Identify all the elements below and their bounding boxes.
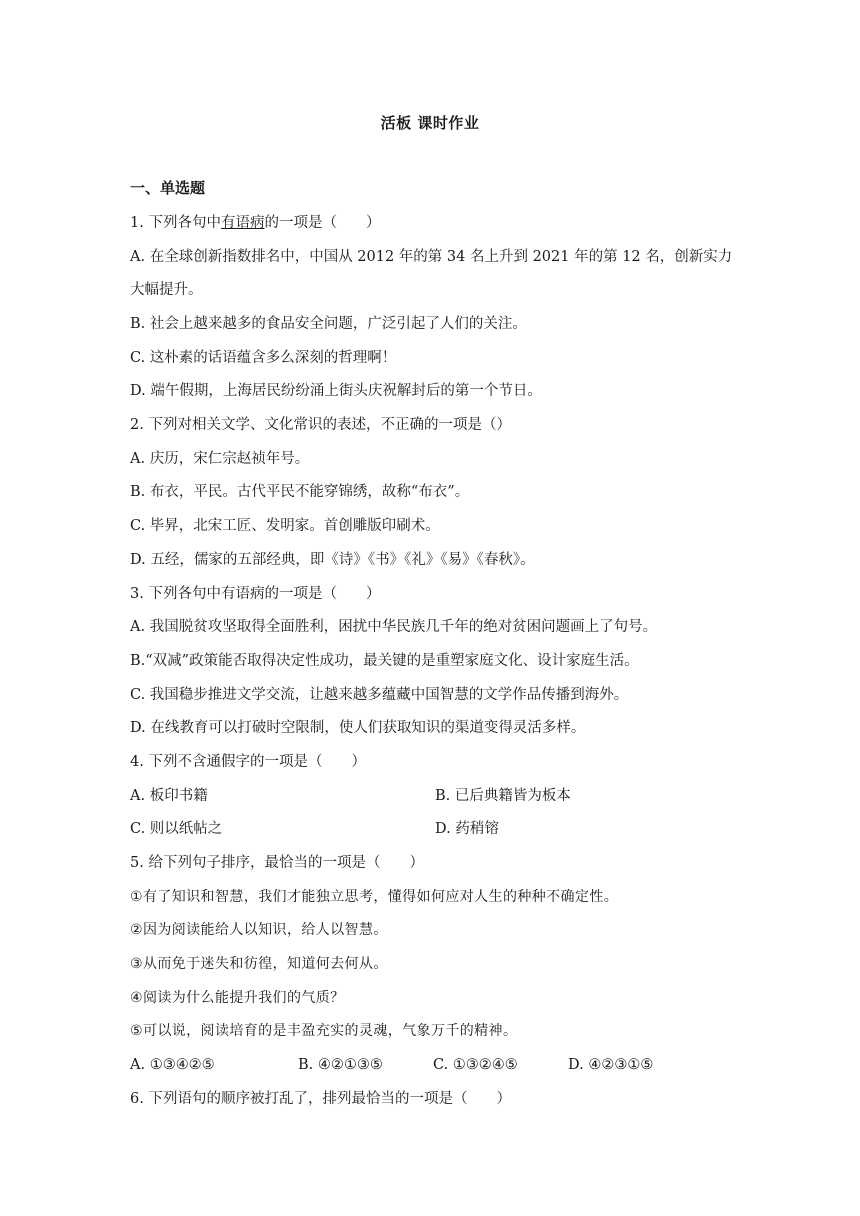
question-2-option-d: D. 五经，儒家的五部经典，即《诗》《书》《礼》《易》《春秋》。 <box>130 552 535 568</box>
question-5-stem: 5. 给下列句子排序，最恰当的一项是（ ） <box>130 855 424 871</box>
question-5-option-c: C. ①③②④⑤ <box>433 1057 518 1073</box>
question-2-option-b: B. 布衣，平民。古代平民不能穿锦绣，故称“布衣”。 <box>130 484 470 500</box>
question-4-option-a: A. 板印书籍 <box>130 788 208 804</box>
question-2-option-a: A. 庆历，宋仁宗赵祯年号。 <box>130 451 310 467</box>
question-3-option-c: C. 我国稳步推进文学交流，让越来越多蕴藏中国智慧的文学作品传播到海外。 <box>130 687 629 703</box>
question-3-option-d: D. 在线教育可以打破时空限制，使人们获取知识的渠道变得灵活多样。 <box>130 720 586 736</box>
question-1-stem-post: 的一项是（ ） <box>264 215 381 231</box>
question-4-option-d: D. 药稍镕 <box>435 821 499 837</box>
question-4-option-c: C. 则以纸帖之 <box>130 821 223 837</box>
question-1-option-a: A. 在全球创新指数排名中，中国从 2012 年的第 34 名上升到 2021 年的第 12 名，创新实力 <box>130 249 733 265</box>
question-1-option-a-cont: 大幅提升。 <box>130 282 203 298</box>
question-5-sentence-4: ④阅读为什么能提升我们的气质？ <box>130 990 345 1006</box>
question-5-sentence-2: ②因为阅读能给人以知识，给人以智慧。 <box>130 922 388 938</box>
question-3-stem: 3. 下列各句中有语病的一项是（ ） <box>130 586 381 602</box>
question-1-option-d: D. 端午假期，上海居民纷纷涌上街头庆祝解封后的第一个节日。 <box>130 383 542 399</box>
question-4-options-row-2 <box>130 819 750 839</box>
question-4-option-b: B. 已后典籍皆为板本 <box>435 788 571 804</box>
section-title: 一、单选题 <box>130 179 206 197</box>
question-5-option-a: A. ①③④②⑤ <box>130 1057 215 1073</box>
question-1-stem-pre: 1. 下列各句中 <box>130 215 221 231</box>
question-5-sentence-5: ⑤可以说，阅读培育的是丰盈充实的灵魂，气象万千的精神。 <box>130 1023 518 1039</box>
question-3-option-a: A. 我国脱贫攻坚取得全面胜利，困扰中华民族几千年的绝对贫困问题画上了句号。 <box>130 619 658 635</box>
question-3-option-b: B.“双减”政策能否取得决定性成功，最关键的是重塑家庭文化、设计家庭生活。 <box>130 653 639 669</box>
question-1-option-c: C. 这朴素的话语蕴含多么深刻的哲理啊！ <box>130 350 397 366</box>
question-5-option-b: B. ④②①③⑤ <box>298 1057 383 1073</box>
question-1-option-b: B. 社会上越来越多的食品安全问题，广泛引起了人们的关注。 <box>130 316 527 332</box>
question-5-sentence-1: ①有了知识和智慧，我们才能独立思考，懂得如何应对人生的种种不确定性。 <box>130 889 619 905</box>
question-4-options-row-1 <box>130 786 750 806</box>
question-1-stem <box>130 213 750 233</box>
question-4-stem: 4. 下列不含通假字的一项是（ ） <box>130 754 366 770</box>
question-5-option-d: D. ④②③①⑤ <box>568 1057 654 1073</box>
document-title: 活板 课时作业 <box>380 114 480 132</box>
question-2-stem: 2. 下列对相关文学、文化常识的表述，不正确的一项是（） <box>130 417 511 433</box>
question-2-option-c: C. 毕昇，北宋工匠、发明家。首创雕版印刷术。 <box>130 518 440 534</box>
question-6-stem: 6. 下列语句的顺序被打乱了，排列最恰当的一项是（ ） <box>130 1091 511 1107</box>
question-5-sentence-3: ③从而免于迷失和彷徨，知道何去何从。 <box>130 956 388 972</box>
question-1-underlined: 有语病 <box>220 215 265 231</box>
